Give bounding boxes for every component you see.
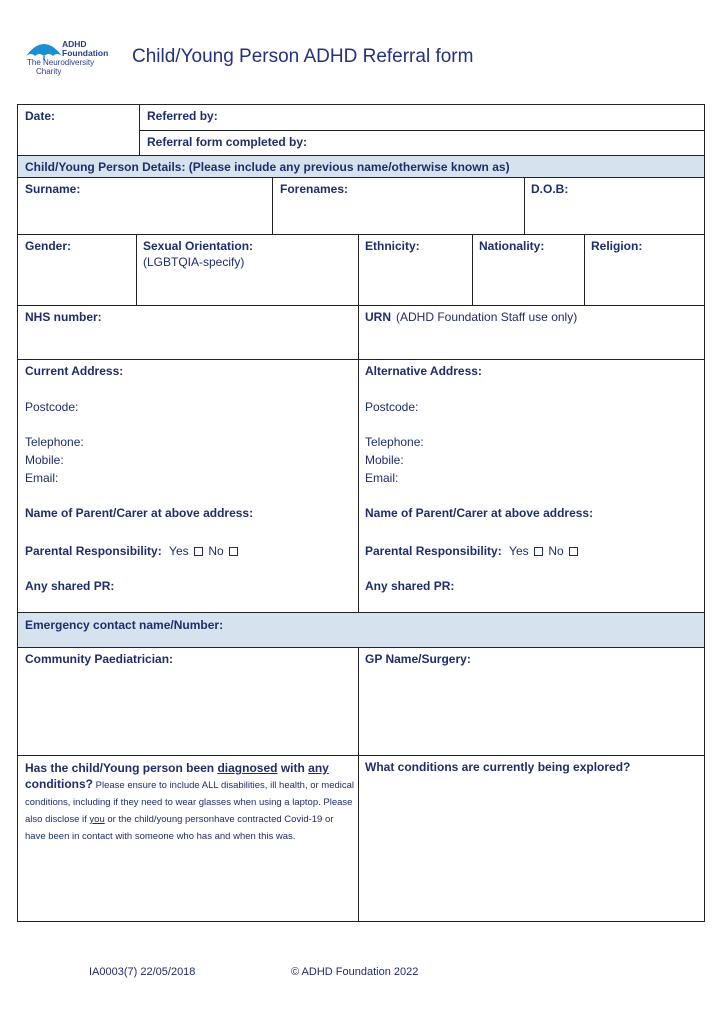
alt-shared-pr-label: Any shared PR: <box>365 579 455 593</box>
shared-pr-label: Any shared PR: <box>25 579 115 593</box>
details-header <box>17 155 705 178</box>
alt-parental-responsibility-row <box>365 544 580 558</box>
referral-completed-by-label: Referral form completed by: <box>147 135 308 149</box>
sexual-orientation-note: (LGBTQIA-specify) <box>143 255 245 269</box>
alt-no-checkbox[interactable] <box>569 547 578 556</box>
page-title: Child/Young Person ADHD Referral form <box>132 46 474 67</box>
sexual-orientation-cell[interactable] <box>136 234 359 306</box>
referred-by-label: Referred by: <box>147 109 218 123</box>
copyright: © ADHD Foundation 2022 <box>291 966 419 978</box>
referral-completed-by-cell[interactable] <box>139 130 705 156</box>
gender-cell[interactable] <box>17 234 137 306</box>
no-checkbox[interactable] <box>229 547 238 556</box>
nationality-label: Nationality: <box>479 239 545 253</box>
parent-name-label: Name of Parent/Carer at above address: <box>25 506 254 520</box>
referral-form <box>17 104 705 922</box>
ethnicity-label: Ethnicity: <box>365 239 420 253</box>
emergency-contact-cell[interactable] <box>17 612 705 648</box>
gp-name-cell[interactable] <box>358 647 705 756</box>
alt-parent-name-label: Name of Parent/Carer at above address: <box>365 506 594 520</box>
forenames-label: Forenames: <box>280 182 349 196</box>
alternative-address-cell[interactable] <box>358 359 705 613</box>
alt-telephone-label: Telephone: <box>365 435 424 449</box>
explored-conditions-label: What conditions are currently being explored? <box>365 760 631 774</box>
urn-note: (ADHD Foundation Staff use only) <box>396 310 578 324</box>
urn-cell[interactable] <box>358 305 705 360</box>
adhd-foundation-logo <box>24 36 124 84</box>
logo-text-bottom: The Neurodiversity Charity <box>27 58 95 76</box>
surname-label: Surname: <box>25 182 81 196</box>
mobile-label: Mobile: <box>25 453 64 467</box>
religion-cell[interactable] <box>584 234 705 306</box>
alt-no-label: No <box>548 544 564 558</box>
email-label: Email: <box>25 471 59 485</box>
details-header-label: Child/Young Person Details: (Please include any previous name/otherwise known as) <box>25 160 510 174</box>
diagnosed-conditions-cell[interactable] <box>17 755 359 922</box>
alt-mobile-label: Mobile: <box>365 453 404 467</box>
sexual-orientation-label: Sexual Orientation: <box>143 239 254 253</box>
form-code: IA0003(7) 22/05/2018 <box>89 966 196 978</box>
urn-label: URN <box>365 310 391 324</box>
logo-text-top: ADHD Foundation <box>62 39 109 58</box>
current-address-label: Current Address: <box>25 364 124 378</box>
community-paediatrician-label: Community Paediatrician: <box>25 652 174 666</box>
explored-conditions-cell[interactable] <box>358 755 705 922</box>
date-cell[interactable] <box>17 104 140 156</box>
surname-cell[interactable] <box>17 177 273 235</box>
ethnicity-cell[interactable] <box>358 234 473 306</box>
dob-label: D.O.B: <box>531 182 569 196</box>
alt-yes-label: Yes <box>509 544 529 558</box>
emergency-contact-label: Emergency contact name/Number: <box>25 618 224 632</box>
no-label: No <box>208 544 224 558</box>
nhs-number-label: NHS number: <box>25 310 102 324</box>
alt-email-label: Email: <box>365 471 399 485</box>
dob-cell[interactable] <box>524 177 705 235</box>
telephone-label: Telephone: <box>25 435 84 449</box>
alt-postcode-label: Postcode: <box>365 400 419 414</box>
religion-label: Religion: <box>591 239 643 253</box>
alt-parental-responsibility-label: Parental Responsibility: <box>365 544 502 558</box>
umbrella-icon <box>24 38 64 60</box>
gender-label: Gender: <box>25 239 72 253</box>
community-paediatrician-cell[interactable] <box>17 647 359 756</box>
current-address-cell[interactable] <box>17 359 359 613</box>
parental-responsibility-label: Parental Responsibility: <box>25 544 162 558</box>
nationality-cell[interactable] <box>472 234 585 306</box>
parental-responsibility-row <box>25 544 240 558</box>
alternative-address-label: Alternative Address: <box>365 364 482 378</box>
referred-by-cell[interactable] <box>139 104 705 131</box>
gp-name-label: GP Name/Surgery: <box>365 652 471 666</box>
header <box>24 36 704 86</box>
nhs-number-cell[interactable] <box>17 305 359 360</box>
forenames-cell[interactable] <box>272 177 525 235</box>
alt-yes-checkbox[interactable] <box>534 547 543 556</box>
yes-label: Yes <box>169 544 189 558</box>
yes-checkbox[interactable] <box>194 547 203 556</box>
diagnosed-conditions-question: Has the child/Young person been diagnosed with any conditions? Please ensure to include ALL disabilities, ill health, or medical conditions, including if they need to wear glasses when using a laptop. Please also disclose if you or the child/young personhave contracted Covid-19 or have been in contact with someone who has and when this was. <box>25 761 355 842</box>
date-label: Date: <box>25 109 56 123</box>
postcode-label: Postcode: <box>25 400 79 414</box>
